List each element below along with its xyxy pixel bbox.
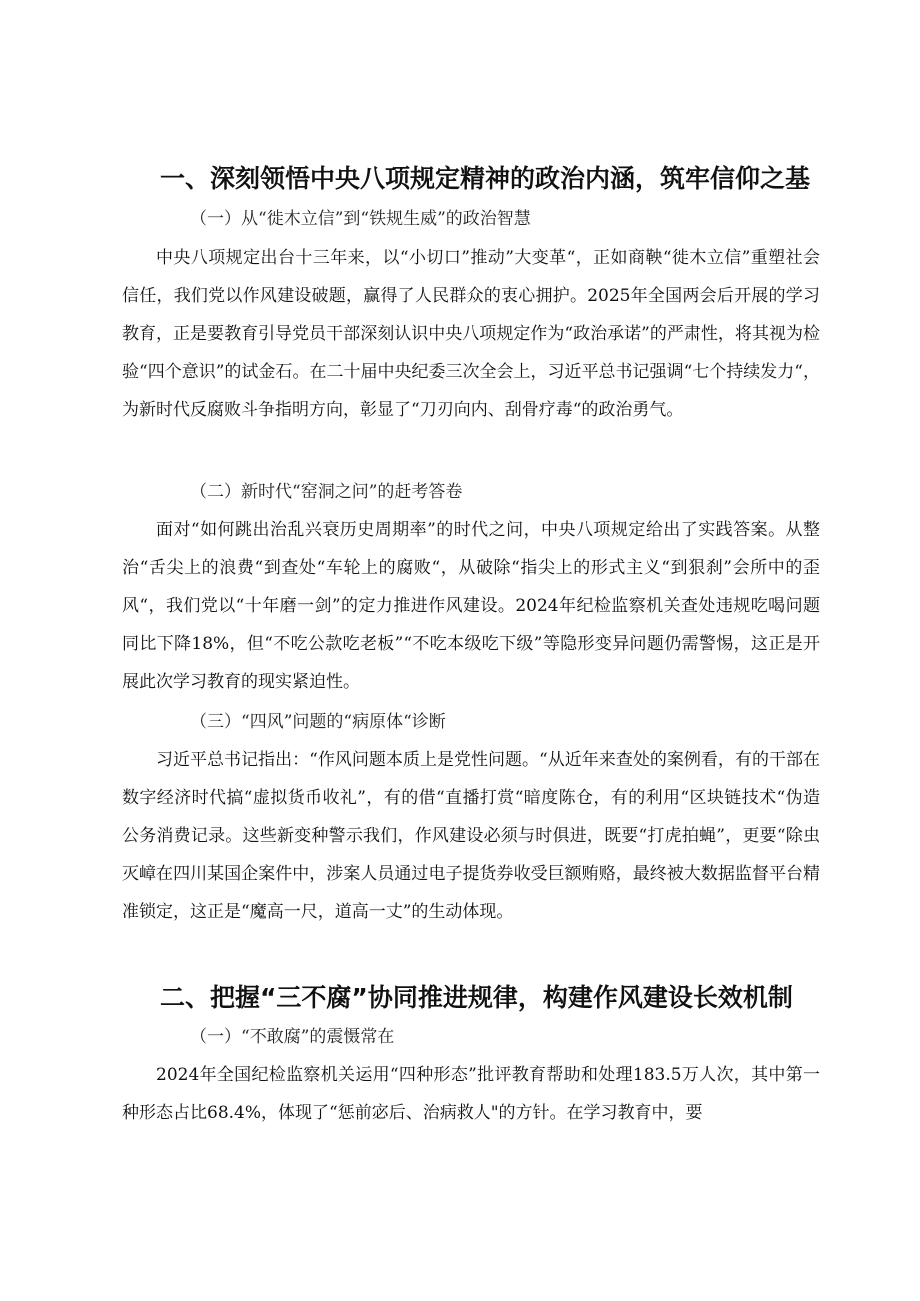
- paragraph-1-3: 习近平总书记指出：“作风问题本质上是党性问题。“从近年来查处的案例看，有的干部在数字经济时代搞“虚拟货币收礼”，有的借“直播打赏“暗度陈仓，有的利用“区块链技术“伪造公务消费记录。这些新变种警示我们，作风建设必须与时俱进，既要“打虎拍蝇”，更要“除虫灭嶂在四川某国企案件中，涉案人员通过电子提货券收受巨额贿赂，最终被大数据监督平台精准锁定，这正是“魔高一尺，道高一丈”的生动体现。: [122, 750, 820, 922]
- subsection-heading-1-3: （三）“四风”问题的“病原体“诊断: [190, 712, 446, 732]
- subsection-heading-1-2: （二）新时代“窑洞之问”的赶考答卷: [190, 482, 463, 502]
- paragraph-1-1: 中央八项规定出台十三年来，以“小切口”推动”大变革“，正如商鞅“徙木立信”重塑社会信任，我们党以作风建设破题，赢得了人民群众的衷心拥护。2025年全国两会后开展的学习教育，正是要教育引导党员干部深刻认识中央八项规定作为“政治承诺”的严肃性，将其视为检验“四个意识”的试金石。在二十届中央纪委三次全会上，习近平总书记强调“七个持续发力“，为新时代反腐败斗争指明方向，彰显了“刀刃向内、刮骨疗毒“的政治勇气。: [122, 248, 820, 420]
- subsection-heading-1-1: （一）从“徙木立信”到“铁规生威”的政治智慧: [190, 209, 531, 229]
- section-heading-1: 一、深刻领悟中央八项规定精神的政治内涵，筑牢信仰之基: [160, 164, 811, 193]
- paragraph-2-1: 2024年全国纪检监察机关运用“四种形态”批评教育帮助和处理183.5万人次，其中第一种形态占比68.4%，体现了“惩前宓后、治病救人"的方针。在学习教育中，要: [122, 1065, 820, 1123]
- paragraph-1-2: 面对“如何跳出治乱兴衰历史周期率”的时代之问，中央八项规定给出了实践答案。从整治“舌尖上的浪费“到查处“车轮上的腐败“，从破除“指尖上的形式主义“到狠刹”会所中的歪风“，我们党以“十年磨一剑”的定力推进作风建设。2024年纪检监察机关查处违规吃喝问题同比下降18%，但“不吃公款吃老板”“不吃本级吃下级”等隐形变异问题仍需警惕，这正是开展此次学习教育的现实紧迫性。: [122, 520, 820, 692]
- section-heading-2: 二、把握“三不腐”协同推进规律，构建作风建设长效机制: [160, 983, 793, 1012]
- subsection-heading-2-1: （一）“不敢腐”的震慑常在: [190, 1027, 395, 1047]
